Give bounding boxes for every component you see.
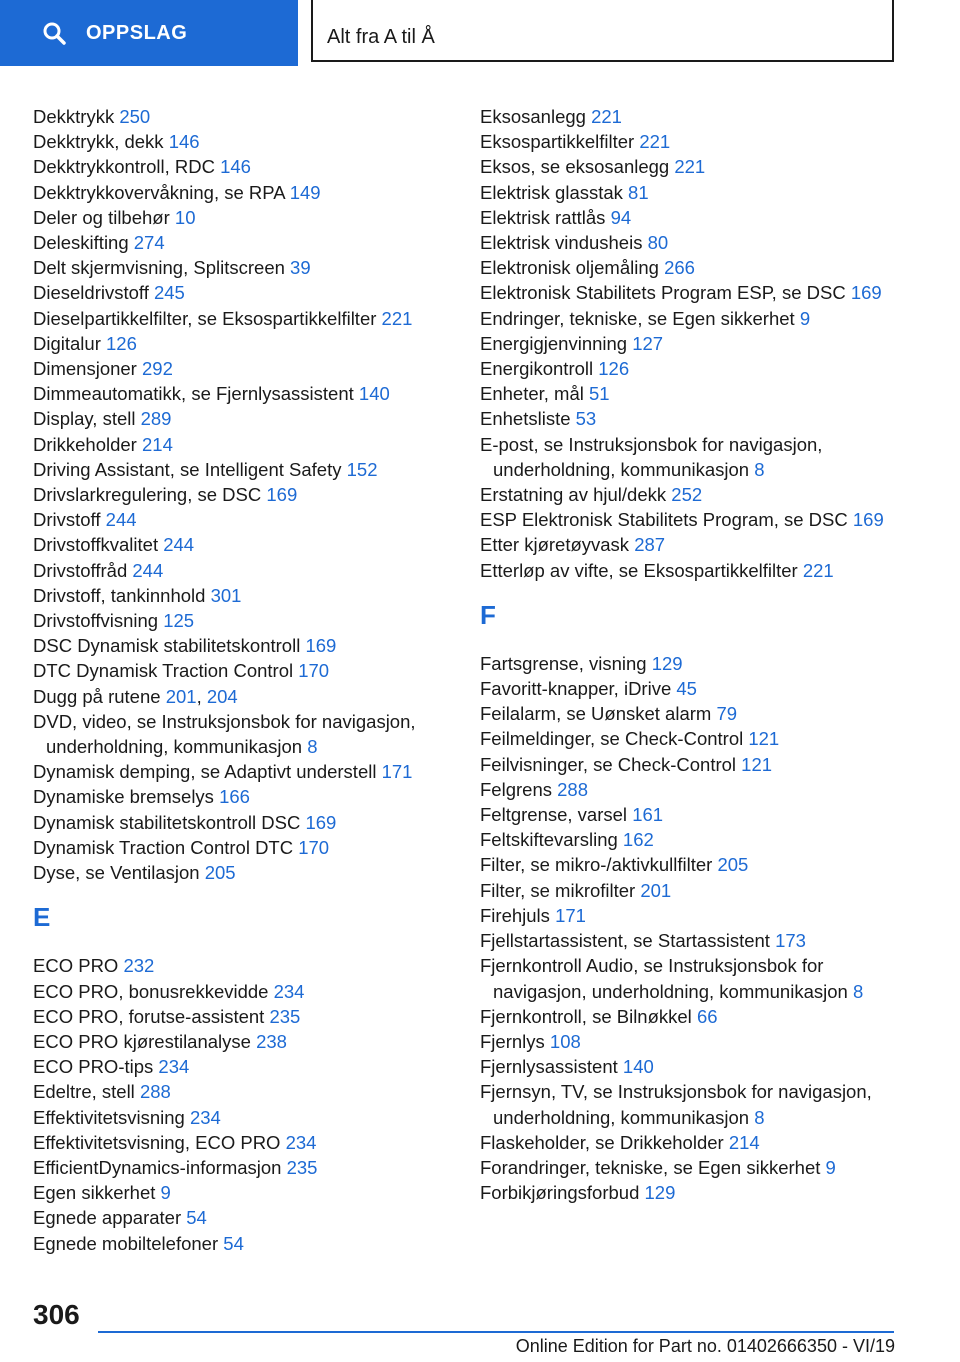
index-entry xyxy=(480,1180,920,1205)
index-entry-text: Erstatning av hjul/dekk xyxy=(480,484,672,506)
index-entry-text: Flaskeholder, se Drikkeholder xyxy=(480,1131,729,1153)
index-entry xyxy=(33,205,473,230)
index-entry-text: Delt skjermvisning, Splitscreen xyxy=(33,257,291,279)
index-entry xyxy=(33,709,473,759)
section-title-tab[interactable] xyxy=(311,0,894,62)
page-link[interactable]: 162 xyxy=(622,829,654,851)
page-link[interactable]: 146 xyxy=(168,131,200,153)
edition-footer: Online Edition for Part no. 01402666350 - VI/19 xyxy=(515,1336,895,1356)
index-entry-text: Elektronisk oljemåling xyxy=(480,257,665,279)
index-entry-text: Display, stell xyxy=(33,408,141,430)
page-link[interactable]: 121 xyxy=(741,753,773,775)
page-link[interactable]: 126 xyxy=(106,332,137,354)
page-link[interactable]: 289 xyxy=(140,408,172,430)
index-entry xyxy=(33,1105,473,1130)
index-entry-text: Dynamisk Traction Control DTC xyxy=(33,836,299,858)
index-entry-text: Effektivitetsvisning xyxy=(33,1106,190,1128)
page-link[interactable]: 214 xyxy=(728,1131,760,1153)
index-letter-heading: F xyxy=(480,599,496,630)
index-entry-text: ECO PRO kjørestilanalyse xyxy=(33,1030,257,1052)
index-entry xyxy=(480,331,920,356)
index-entry-text: Eksos, se eksosanlegg xyxy=(480,156,675,178)
page-link[interactable]: 9 xyxy=(160,1182,171,1204)
index-entry xyxy=(480,1004,920,1029)
index-entry xyxy=(480,676,920,701)
index-entry xyxy=(480,953,920,1003)
page-link[interactable]: 161 xyxy=(632,804,664,826)
index-entry xyxy=(33,129,473,154)
page-link[interactable]: 166 xyxy=(219,786,250,808)
index-entry-text: Favoritt-knapper, iDrive xyxy=(480,678,677,700)
index-entry-text: Elektrisk rattlås xyxy=(480,206,611,228)
index-entry-text: Eksospartikkelfilter xyxy=(480,131,640,153)
index-entry-text: Dekktrykk, dekk xyxy=(33,131,169,153)
page-link[interactable]: 171 xyxy=(555,904,586,926)
index-entry-text: Endringer, tekniske, se Egen sikkerhet xyxy=(480,307,800,329)
index-entry xyxy=(33,230,473,255)
page-link[interactable]: 127 xyxy=(632,332,664,354)
page-link[interactable]: 204 xyxy=(206,685,238,707)
page-link[interactable]: 129 xyxy=(644,1182,676,1204)
index-entry-text: Drikkeholder xyxy=(33,433,142,455)
index-entry xyxy=(480,878,920,903)
page-link[interactable]: 81 xyxy=(628,181,649,203)
index-entry xyxy=(480,1130,920,1155)
index-entry-text: ECO PRO xyxy=(33,955,124,977)
index-entry xyxy=(480,205,920,230)
index-entry-text: Dieseldrivstoff xyxy=(33,282,154,304)
index-entry-text: Fjellstartassistent, se Startassistent xyxy=(480,930,776,952)
index-entry-text: Dimmeautomatikk, se Fjernlysassistent xyxy=(33,383,359,405)
page-link[interactable]: 221 xyxy=(639,131,671,153)
index-entry xyxy=(480,1155,920,1180)
index-entry-text: Dyse, se Ventilasjon xyxy=(33,862,205,884)
index-entry xyxy=(33,810,473,835)
page-link[interactable]: 234 xyxy=(285,1131,317,1153)
index-entry-text: Driving Assistant, se Intelligent Safety xyxy=(33,458,347,480)
index-entry xyxy=(33,356,473,381)
index-entry xyxy=(33,406,473,431)
index-entry-text: Dekktrykkontroll, RDC xyxy=(33,156,221,178)
page-link[interactable]: 80 xyxy=(647,232,669,254)
search-icon xyxy=(42,21,66,45)
index-entry-text: Dieselpartikkelfilter, se Eksospartikkelfilter xyxy=(33,307,382,329)
lookup-tab-label: OPPSLAG xyxy=(86,21,188,44)
page-link[interactable]: 170 xyxy=(298,660,330,682)
page-link[interactable]: 125 xyxy=(163,610,195,632)
page-link[interactable]: 152 xyxy=(346,458,378,480)
page-link[interactable]: 79 xyxy=(716,703,738,725)
index-entry xyxy=(480,154,920,179)
page-link[interactable]: 205 xyxy=(204,862,236,884)
index-entry-text: Forandringer, tekniske, se Egen sikkerhet xyxy=(480,1156,826,1178)
page-link[interactable]: 170 xyxy=(298,836,330,858)
index-entry xyxy=(480,432,920,482)
index-entry-text: Fjernkontroll Audio, se Instruksjonsbok for navigasjon, underholdning, kommunikasjon xyxy=(480,955,853,1002)
index-entry xyxy=(33,1155,473,1180)
index-entry-text: ECO PRO, forutse-assistent xyxy=(33,1005,270,1027)
page-link[interactable]: 146 xyxy=(220,156,251,178)
page-link[interactable]: 169 xyxy=(852,509,884,531)
page-link[interactable]: 245 xyxy=(153,282,185,304)
page-link[interactable]: 8 xyxy=(307,736,318,758)
index-entry xyxy=(33,1130,473,1155)
index-entry xyxy=(480,777,920,802)
index-entry xyxy=(480,381,920,406)
index-entry-text: Feilalarm, se Uønsket alarm xyxy=(480,703,717,725)
index-entry xyxy=(33,633,473,658)
index-entry xyxy=(33,331,473,356)
page-link[interactable]: 121 xyxy=(748,728,780,750)
index-entry xyxy=(480,306,920,331)
index-entry xyxy=(33,1231,473,1256)
index-entry-text: DTC Dynamisk Traction Control xyxy=(33,660,299,682)
page-link[interactable]: 244 xyxy=(132,559,164,581)
index-entry xyxy=(33,583,473,608)
index-entry-text: EfficientDynamics-informasjon xyxy=(33,1156,287,1178)
index-entry xyxy=(480,802,920,827)
page-link[interactable]: 9 xyxy=(825,1156,836,1178)
index-entry-text: Egnede mobiltelefoner xyxy=(33,1232,224,1254)
page-link[interactable]: 169 xyxy=(305,635,337,657)
index-entry-text: Feilmeldinger, se Check-Control xyxy=(480,728,749,750)
index-entry-text: ESP Elektronisk Stabilitets Program, se DSC xyxy=(480,509,853,531)
index-entry-text: Etterløp av vifte, se Eksospartikkelfilter xyxy=(480,559,803,581)
page-link[interactable]: 201 xyxy=(165,685,197,707)
index-entry-text: Deler og tilbehør xyxy=(33,206,175,228)
index-entry xyxy=(480,255,920,280)
index-entry-text: Elektrisk vindusheis xyxy=(480,232,648,254)
index-entry xyxy=(33,482,473,507)
page-link[interactable]: 39 xyxy=(290,257,311,279)
page-link[interactable]: 54 xyxy=(186,1207,207,1229)
page-link[interactable]: 9 xyxy=(799,307,811,329)
index-entry xyxy=(480,104,920,129)
page-link[interactable]: 54 xyxy=(223,1232,244,1254)
section-title: Alt fra A til Å xyxy=(327,26,435,48)
index-entry xyxy=(480,726,920,751)
index-entry xyxy=(33,558,473,583)
index-entry xyxy=(480,1029,920,1054)
index-entry-text: Elektronisk Stabilitets Program ESP, se DSC xyxy=(480,282,851,304)
index-entry-text: Dynamisk demping, se Adaptivt understell xyxy=(33,761,382,783)
index-entry-text: Dekktrykk xyxy=(33,106,120,127)
index-entry-text: DSC Dynamisk stabilitetskontroll xyxy=(33,635,306,657)
page-link[interactable]: 66 xyxy=(696,1005,718,1027)
index-entry-text: Filter, se mikro-/aktivkullfilter xyxy=(480,854,718,876)
index-entry-text: Filter, se mikrofilter xyxy=(480,879,641,901)
index-entry-text: Dekktrykkovervåkning, se RPA xyxy=(33,181,290,203)
page-link[interactable]: 288 xyxy=(557,778,588,800)
index-entry xyxy=(33,180,473,205)
index-column-right xyxy=(480,104,920,1205)
page-link[interactable]: 205 xyxy=(717,854,749,876)
page-link[interactable]: 266 xyxy=(664,257,695,279)
page-link[interactable]: 53 xyxy=(575,408,597,430)
index-entry-text: Drivstoffvisning xyxy=(33,610,164,632)
index-entry-text: Etter kjøretøyvask xyxy=(480,534,635,556)
index-entry-text: Fjernkontroll, se Bilnøkkel xyxy=(480,1005,697,1027)
page-link[interactable]: 250 xyxy=(119,106,151,127)
index-entry xyxy=(33,1004,473,1029)
index-entry xyxy=(480,903,920,928)
index-entry xyxy=(33,608,473,633)
index-entry-text: E-post, se Instruksjonsbok for navigasjon, underholdning, kommunikasjon xyxy=(480,433,823,480)
page-link[interactable]: 201 xyxy=(640,879,672,901)
page-link[interactable]: 234 xyxy=(273,980,305,1002)
page-link[interactable]: 274 xyxy=(133,232,165,254)
page-link[interactable]: 140 xyxy=(622,1056,654,1078)
index-entry-text: ECO PRO, bonusrekkevidde xyxy=(33,980,274,1002)
page-link[interactable]: 244 xyxy=(105,509,137,531)
page-link[interactable]: 244 xyxy=(163,534,195,556)
page-link[interactable]: 129 xyxy=(651,652,683,674)
index-entry-text: Firehjuls xyxy=(480,904,556,926)
page-link[interactable]: 140 xyxy=(358,383,390,405)
page-link[interactable]: 51 xyxy=(589,383,610,405)
index-entry xyxy=(480,280,920,305)
index-entry xyxy=(33,953,473,978)
index-entry-text: Edeltre, stell xyxy=(33,1081,140,1103)
page-link[interactable]: 169 xyxy=(305,811,337,833)
index-entry xyxy=(480,701,920,726)
index-entry xyxy=(480,507,920,532)
index-entry xyxy=(33,1079,473,1104)
index-entry xyxy=(480,752,920,777)
page-link[interactable]: 8 xyxy=(754,1106,765,1128)
index-entry xyxy=(33,154,473,179)
index-entry xyxy=(480,482,920,507)
index-entry-text: Eksosanlegg xyxy=(480,106,592,127)
index-entry-text: Felgrens xyxy=(480,778,558,800)
index-entry xyxy=(480,651,920,676)
page-link[interactable]: 287 xyxy=(634,534,666,556)
index-entry xyxy=(480,180,920,205)
index-entry-text: Feltgrense, varsel xyxy=(480,804,633,826)
index-entry-text: ECO PRO-tips xyxy=(33,1056,159,1078)
index-entry xyxy=(33,306,473,331)
page-link[interactable]: 234 xyxy=(158,1056,190,1078)
page-link[interactable]: 214 xyxy=(142,433,173,455)
index-entry xyxy=(480,406,920,431)
index-entry-text: Forbikjøringsforbud xyxy=(480,1182,645,1204)
index-letter-heading: E xyxy=(33,902,51,933)
index-entry-text: Drivstoffkvalitet xyxy=(33,534,164,556)
index-entry xyxy=(33,784,473,809)
page-link[interactable]: 221 xyxy=(674,156,706,178)
page-link[interactable]: 126 xyxy=(598,358,630,380)
page-number: 306 xyxy=(33,1299,80,1330)
footer-divider xyxy=(98,1331,894,1333)
index-entry-text: Deleskifting xyxy=(33,232,134,254)
index-entry xyxy=(480,129,920,154)
index-entry xyxy=(480,356,920,381)
index-entry-text: Fjernlys xyxy=(480,1030,550,1052)
page-link[interactable]: 169 xyxy=(266,484,298,506)
page-link[interactable]: 288 xyxy=(139,1081,171,1103)
index-entry-text: Dugg på rutene xyxy=(33,685,166,707)
index-entry xyxy=(33,532,473,557)
index-entry-text: Dynamisk stabilitetskontroll DSC xyxy=(33,811,306,833)
index-entry xyxy=(33,1180,473,1205)
index-entry-text: Fjernlysassistent xyxy=(480,1056,623,1078)
index-entry xyxy=(480,827,920,852)
index-entry-text: Drivstoffråd xyxy=(33,559,133,581)
page-link[interactable]: 10 xyxy=(174,206,196,228)
page-link[interactable]: 235 xyxy=(269,1005,301,1027)
page-link[interactable]: 234 xyxy=(189,1106,221,1128)
page-link[interactable]: 238 xyxy=(256,1030,287,1052)
index-entry xyxy=(33,860,473,885)
index-entry-text: Energigjenvinning xyxy=(480,332,633,354)
page-link[interactable]: 94 xyxy=(610,206,632,228)
index-entry xyxy=(33,280,473,305)
index-entry-text: Feltskiftevarsling xyxy=(480,829,623,851)
page-link[interactable]: 301 xyxy=(210,584,242,606)
page-link[interactable]: 252 xyxy=(671,484,703,506)
index-entry xyxy=(480,558,920,583)
index-entry-text: Digitalur xyxy=(33,332,106,354)
index-entry-text: Fjernsyn, TV, se Instruksjonsbok for navigasjon, underholdning, kommunikasjon xyxy=(480,1081,872,1128)
page-link[interactable]: 169 xyxy=(850,282,882,304)
index-entry-text: Effektivitetsvisning, ECO PRO xyxy=(33,1131,286,1153)
index-entry-text: Egen sikkerhet xyxy=(33,1182,161,1204)
index-entry xyxy=(480,230,920,255)
index-entry-text: Enheter, mål xyxy=(480,383,590,405)
index-entry xyxy=(33,835,473,860)
page-link[interactable]: 8 xyxy=(754,458,765,480)
page-link[interactable]: 108 xyxy=(549,1030,581,1052)
page-link[interactable]: 221 xyxy=(802,559,834,581)
index-entry xyxy=(480,1054,920,1079)
lookup-tab[interactable] xyxy=(0,0,298,66)
top-bar xyxy=(0,0,960,66)
index-entry-text: Dimensjoner xyxy=(33,358,142,380)
page-link[interactable]: 221 xyxy=(591,106,622,127)
index-entry-text: Elektrisk glasstak xyxy=(480,181,629,203)
index-entry xyxy=(480,928,920,953)
page-link[interactable]: 173 xyxy=(775,930,806,952)
page-link[interactable]: 45 xyxy=(676,678,697,700)
index-entry xyxy=(33,1054,473,1079)
index-entry-text: Feilvisninger, se Check-Control xyxy=(480,753,742,775)
index-column-left xyxy=(33,104,473,1256)
index-entry-text: Drivslarkregulering, se DSC xyxy=(33,484,267,506)
index-entry-text: Egnede apparater xyxy=(33,1207,187,1229)
index-entry-text: Energikontroll xyxy=(480,358,599,380)
index-entry-text: DVD, video, se Instruksjonsbok for navigasjon, underholdning, kommunikasjon xyxy=(33,710,416,758)
page-link[interactable]: 149 xyxy=(289,181,321,203)
index-entry xyxy=(33,381,473,406)
index-entry xyxy=(33,1029,473,1054)
index-entry xyxy=(33,104,473,129)
index-entry xyxy=(33,507,473,532)
index-entry-text: Fartsgrense, visning xyxy=(480,652,652,674)
index-entry-text: Enhetsliste xyxy=(480,408,576,430)
page-link[interactable]: 292 xyxy=(142,358,173,380)
page-link[interactable]: 171 xyxy=(381,761,413,783)
index-entry: Dugg på rutene 201, 204 xyxy=(33,685,238,707)
index-entry xyxy=(480,532,920,557)
page-link[interactable]: 8 xyxy=(852,980,864,1002)
page-link[interactable]: 232 xyxy=(123,955,155,977)
index-entry xyxy=(480,852,920,877)
index-entry xyxy=(33,457,473,482)
index-entry xyxy=(33,432,473,457)
index-entry xyxy=(33,658,473,683)
index-entry-text: Dynamiske bremselys xyxy=(33,786,220,808)
index-entry xyxy=(480,1079,920,1129)
index-entry xyxy=(33,255,473,280)
index-entry xyxy=(33,979,473,1004)
page-link[interactable]: 235 xyxy=(286,1156,318,1178)
index-entry xyxy=(33,759,473,784)
index-entry-text: Drivstoff, tankinnhold xyxy=(33,584,211,606)
index-entry-text: Drivstoff xyxy=(33,509,106,531)
index-entry xyxy=(33,1205,473,1230)
page-link[interactable]: 221 xyxy=(381,307,413,329)
